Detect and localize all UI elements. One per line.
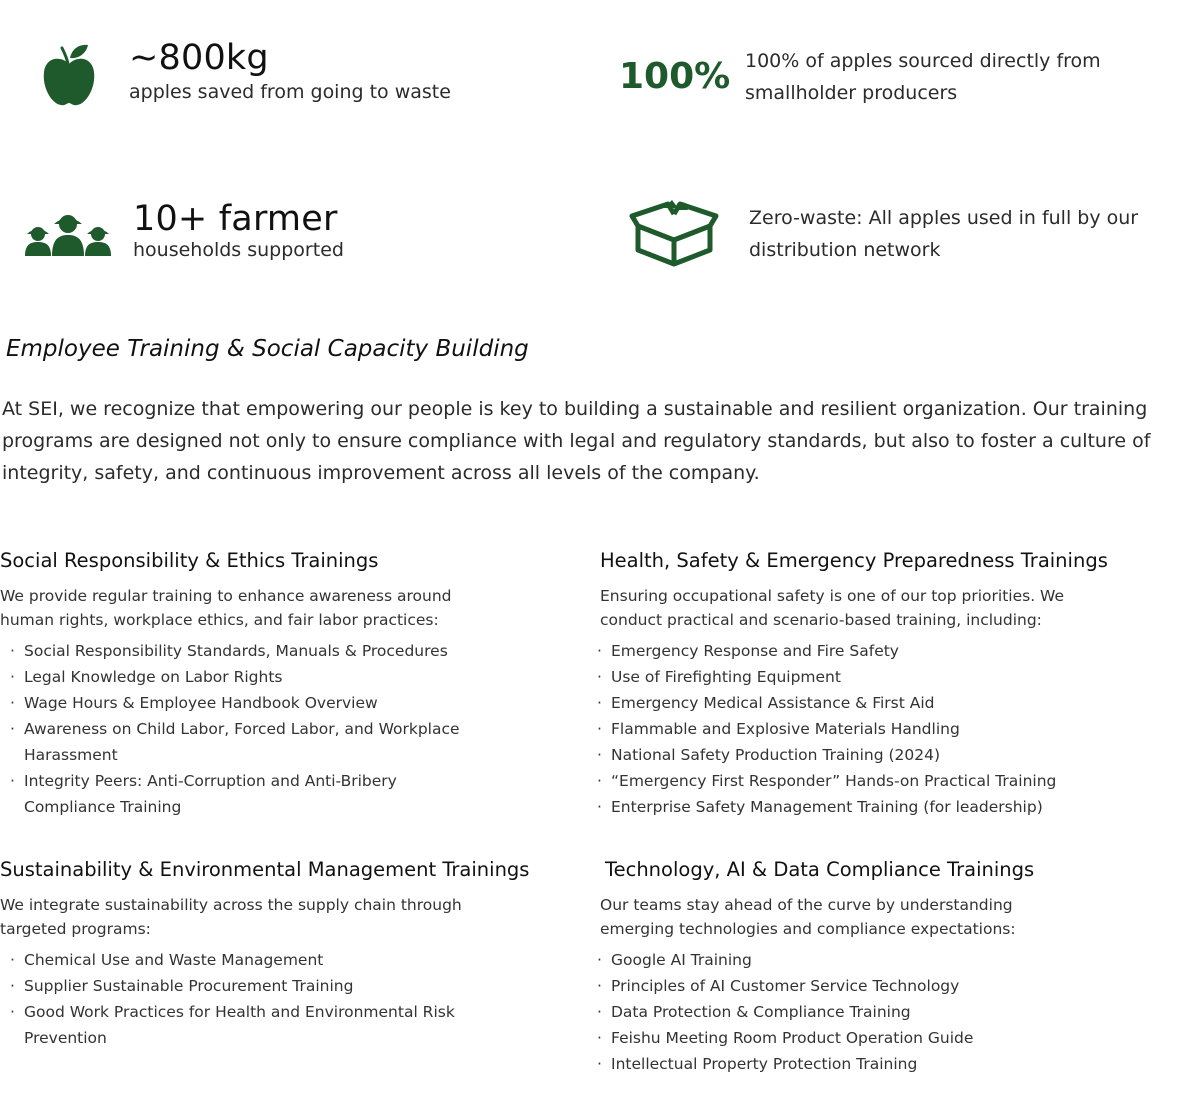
section-title: Employee Training & Social Capacity Building	[6, 336, 529, 362]
apples-saved-label: apples saved from going to waste	[129, 81, 451, 103]
list-item: · Google AI Training	[611, 947, 1111, 973]
list-item: · Emergency Response and Fire Safety	[611, 638, 1111, 664]
zero-waste-label: Zero-waste: All apples used in full by our distribution network	[749, 207, 1139, 261]
training-list	[24, 947, 464, 1051]
apples-saved-value: ~800kg	[129, 38, 269, 78]
open-box-icon	[628, 198, 720, 268]
training-title: Health, Safety & Emergency Preparedness Trainings	[600, 549, 1108, 572]
list-item: · Use of Firefighting Equipment	[611, 664, 1111, 690]
people-group-icon	[23, 210, 113, 260]
list-item: · Enterprise Safety Management Training (for leadership)	[611, 794, 1111, 820]
list-item: · Supplier Sustainable Procurement Training	[24, 973, 464, 999]
list-item: · Social Responsibility Standards, Manuals & Procedures	[24, 638, 464, 664]
training-title: Sustainability & Environmental Management Trainings	[0, 858, 530, 881]
training-description: We integrate sustainability across the supply chain through targeted programs:	[0, 896, 462, 938]
farmer-households-label: households supported	[133, 239, 344, 261]
training-description: Our teams stay ahead of the curve by understanding emerging technologies and compliance expectations:	[600, 896, 1016, 938]
list-item: · Integrity Peers: Anti-Corruption and Anti-Bribery Compliance Training	[24, 768, 464, 820]
training-description: We provide regular training to enhance awareness around human rights, workplace ethics, and fair labor practices:	[0, 587, 452, 629]
list-item: · Principles of AI Customer Service Technology	[611, 973, 1111, 999]
training-description: Ensuring occupational safety is one of our top priorities. We conduct practical and scenario-based training, including:	[600, 587, 1065, 629]
training-title: Social Responsibility & Ethics Trainings	[0, 549, 379, 572]
list-item: · Feishu Meeting Room Product Operation Guide	[611, 1025, 1111, 1051]
farmer-households-value: 10+ farmer	[133, 199, 338, 239]
list-item: · Awareness on Child Labor, Forced Labor, and Workplace Harassment	[24, 716, 464, 768]
sourcing-percentage: 100%	[619, 56, 731, 97]
sourcing-label: 100% of apples sourced directly from smallholder producers	[745, 50, 1101, 104]
training-list	[611, 947, 1111, 1077]
list-item: · “Emergency First Responder” Hands-on Practical Training	[611, 768, 1111, 794]
list-item: · Emergency Medical Assistance & First Aid	[611, 690, 1111, 716]
list-item: · Chemical Use and Waste Management	[24, 947, 464, 973]
list-item: · Wage Hours & Employee Handbook Overview	[24, 690, 464, 716]
training-block-social-ethics	[0, 548, 480, 820]
training-block-health-safety	[600, 548, 1120, 820]
training-list	[611, 638, 1111, 820]
list-item: · Intellectual Property Protection Training	[611, 1051, 1111, 1077]
list-item: · Flammable and Explosive Materials Handling	[611, 716, 1111, 742]
list-item: · Good Work Practices for Health and Environmental Risk Prevention	[24, 999, 464, 1051]
training-block-sustainability	[0, 857, 540, 1051]
list-item: · Data Protection & Compliance Training	[611, 999, 1111, 1025]
list-item: · National Safety Production Training (2024)	[611, 742, 1111, 768]
training-list	[24, 638, 464, 820]
training-title: Technology, AI & Data Compliance Trainings	[605, 858, 1035, 881]
section-intro: At SEI, we recognize that empowering our people is key to building a sustainable and resilient organization. Our training programs are designed not only to ensure compliance with legal and regulatory standards, but also to foster a culture of integrity, safety, and continuous improvement across all levels of the company.	[2, 398, 1151, 484]
training-block-technology-ai	[600, 857, 1120, 1077]
list-item: · Legal Knowledge on Labor Rights	[24, 664, 464, 690]
apple-icon	[40, 42, 98, 108]
